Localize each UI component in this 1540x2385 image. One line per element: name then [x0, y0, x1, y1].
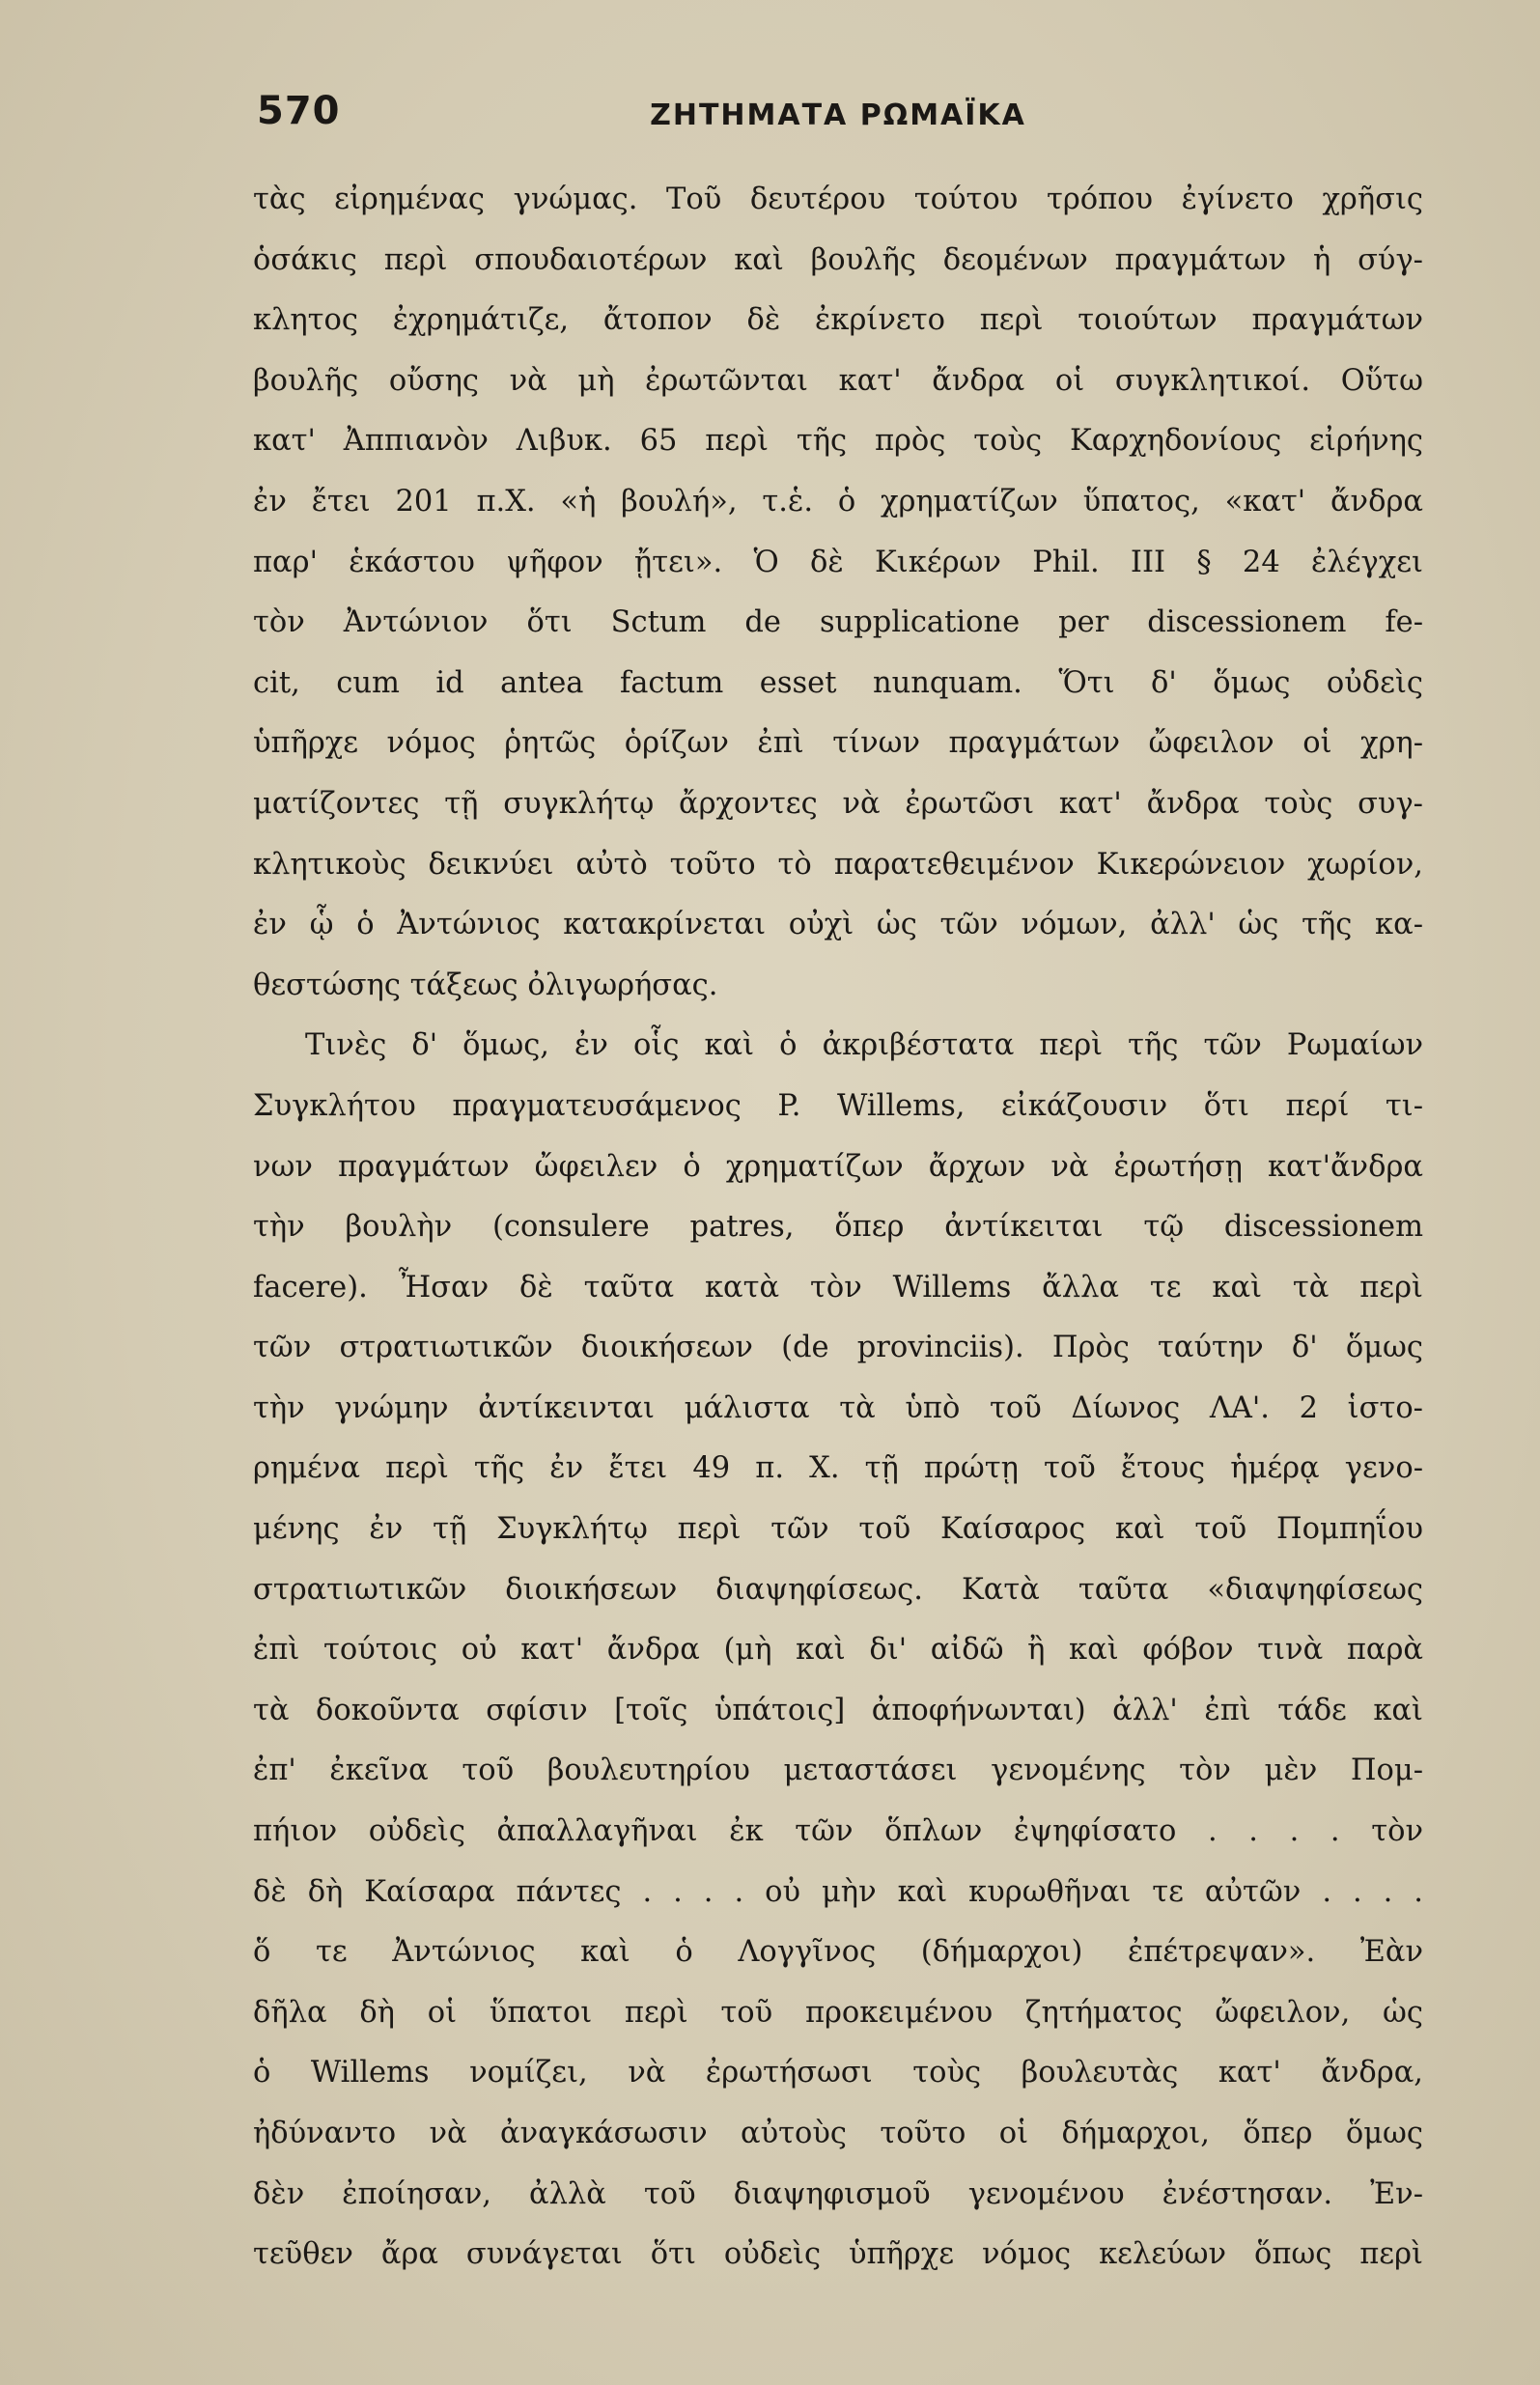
text-line: δὲ δὴ Καίσαρα πάντες . . . . οὐ μὴν καὶ κυρωθῆναι τε αὐτῶν . . . . — [253, 1874, 1423, 1909]
text-line: cit, cum id antea factum esset nunquam. Ὅτι δ' ὅμως οὐδεὶς — [253, 665, 1423, 700]
text-line: νων πραγμάτων ὤφειλεν ὁ χρηματίζων ἄρχων νὰ ἐρωτήσῃ κατ'ἄνδρα — [253, 1149, 1423, 1184]
text-line: κλητος ἐχρημάτιζε, ἄτοπον δὲ ἐκρίνετο περὶ τοιούτων πραγμάτων — [253, 303, 1423, 338]
text-line: ἐπ' ἐκεῖνα τοῦ βουλευτηρίου μεταστάσει γενομένης τὸν μὲν Πομ- — [253, 1754, 1423, 1788]
text-line: τῶν στρατιωτικῶν διοικήσεων (de provinciis). Πρὸς ταύτην δ' ὅμως — [253, 1331, 1423, 1365]
text-line: δῆλα δὴ οἱ ὕπατοι περὶ τοῦ προκειμένου ζητήματος ὤφειλον, ὡς — [253, 1995, 1423, 2030]
text-line-paragraph-end: θεστώσης τάξεως ὀλιγωρήσας. — [253, 968, 718, 1002]
text-line: ρημένα περὶ τῆς ἐν ἔτει 49 π. Χ. τῇ πρώτῃ τοῦ ἔτους ἡμέρᾳ γενο- — [253, 1451, 1423, 1486]
text-line: δὲν ἐποίησαν, ἀλλὰ τοῦ διαψηφισμοῦ γενομένου ἐνέστησαν. Ἐν- — [253, 2176, 1423, 2211]
text-line: ὅ τε Ἀντώνιος καὶ ὁ Λογγῖνος (δήμαρχοι) ἐπέτρεψαν». Ἐὰν — [253, 1935, 1423, 1970]
text-line: facere). Ἦσαν δὲ ταῦτα κατὰ τὸν Willems ἄλλα τε καὶ τὰ περὶ — [253, 1270, 1423, 1305]
text-line-paragraph-start: Τινὲς δ' ὅμως, ἐν οἷς καὶ ὁ ἀκριβέστατα περὶ τῆς τῶν Ρωμαίων — [305, 1028, 1423, 1063]
page-number: 570 — [257, 89, 341, 133]
text-line: ὑπῆρχε νόμος ῥητῶς ὁρίζων ἐπὶ τίνων πραγμάτων ὤφειλον οἱ χρη- — [253, 726, 1423, 761]
text-line: ἐν ᾧ ὁ Ἀντώνιος κατακρίνεται οὐχὶ ὡς τῶν νόμων, ἀλλ' ὡς τῆς κα- — [253, 908, 1423, 942]
text-line: τεῦθεν ἄρα συνάγεται ὅτι οὐδεὶς ὑπῆρχε νόμος κελεύων ὅπως περὶ — [253, 2237, 1423, 2272]
text-line: τὴν βουλὴν (consulere patres, ὅπερ ἀντίκειται τῷ discessionem — [253, 1210, 1423, 1245]
text-line: τὴν γνώμην ἀντίκεινται μάλιστα τὰ ὑπὸ τοῦ Δίωνος ΛΑ'. 2 ἱστο- — [253, 1390, 1423, 1425]
text-line: κατ' Ἀππιανὸν Λιβυκ. 65 περὶ τῆς πρὸς τοὺς Καρχηδονίους εἰρήνης — [253, 424, 1423, 459]
text-line: βουλῆς οὔσης νὰ μὴ ἐρωτῶνται κατ' ἄνδρα οἱ συγκλητικοί. Οὕτω — [253, 363, 1423, 398]
text-line: τὰς εἰρημένας γνώμας. Τοῦ δευτέρου τούτου τρόπου ἐγίνετο χρῆσις — [253, 182, 1423, 216]
text-line: ματίζοντες τῇ συγκλήτῳ ἄρχοντες νὰ ἐρωτῶσι κατ' ἄνδρα τοὺς συγ- — [253, 786, 1423, 821]
text-line: μένης ἐν τῇ Συγκλήτῳ περὶ τῶν τοῦ Καίσαρος καὶ τοῦ Πομπηΐου — [253, 1512, 1423, 1547]
text-line: πήιον οὐδεὶς ἀπαλλαγῆναι ἐκ τῶν ὅπλων ἐψηφίσατο . . . . τὸν — [253, 1814, 1423, 1849]
text-line: ἐν ἔτει 201 π.Χ. «ἡ βουλή», τ.ἑ. ὁ χρηματίζων ὕπατος, «κατ' ἄνδρα — [253, 484, 1423, 519]
text-line: ὁ Willems νομίζει, νὰ ἐρωτήσωσι τοὺς βουλευτὰς κατ' ἄνδρα, — [253, 2056, 1423, 2090]
book-page — [253, 89, 1423, 2348]
text-line: τὰ δοκοῦντα σφίσιν [τοῖς ὑπάτοις] ἀποφήνωνται) ἀλλ' ἐπὶ τάδε καὶ — [253, 1693, 1423, 1727]
text-line: ὁσάκις περὶ σπουδαιοτέρων καὶ βουλῆς δεομένων πραγμάτων ἡ σύγ- — [253, 242, 1423, 277]
text-line: κλητικοὺς δεικνύει αὐτὸ τοῦτο τὸ παρατεθειμένον Κικερώνειον χωρίον, — [253, 847, 1423, 882]
text-line: Συγκλήτου πραγματευσάμενος P. Willems, εἰκάζουσιν ὅτι περί τι- — [253, 1088, 1423, 1123]
text-line: παρ' ἑκάστου ψῆφον ᾔτει». Ὁ δὲ Κικέρων Phil. III § 24 ἐλέγχει — [253, 545, 1423, 579]
running-head: ΖΗΤΗΜΑΤΑ ΡΩΜΑΪΚΑ — [650, 98, 1026, 132]
text-line: ἐπὶ τούτοις οὐ κατ' ἄνδρα (μὴ καὶ δι' αἰδῶ ἢ καὶ φόβον τινὰ παρὰ — [253, 1633, 1423, 1668]
text-line: τὸν Ἀντώνιον ὅτι Sctum de supplicatione per discessionem fe- — [253, 605, 1423, 640]
page-header — [253, 89, 1423, 156]
text-line: στρατιωτικῶν διοικήσεων διαψηφίσεως. Κατὰ ταῦτα «διαψηφίσεως — [253, 1572, 1423, 1607]
body-text — [253, 170, 1423, 2286]
text-line: ἠδύναντο νὰ ἀναγκάσωσιν αὐτοὺς τοῦτο οἱ δήμαρχοι, ὅπερ ὅμως — [253, 2117, 1423, 2150]
